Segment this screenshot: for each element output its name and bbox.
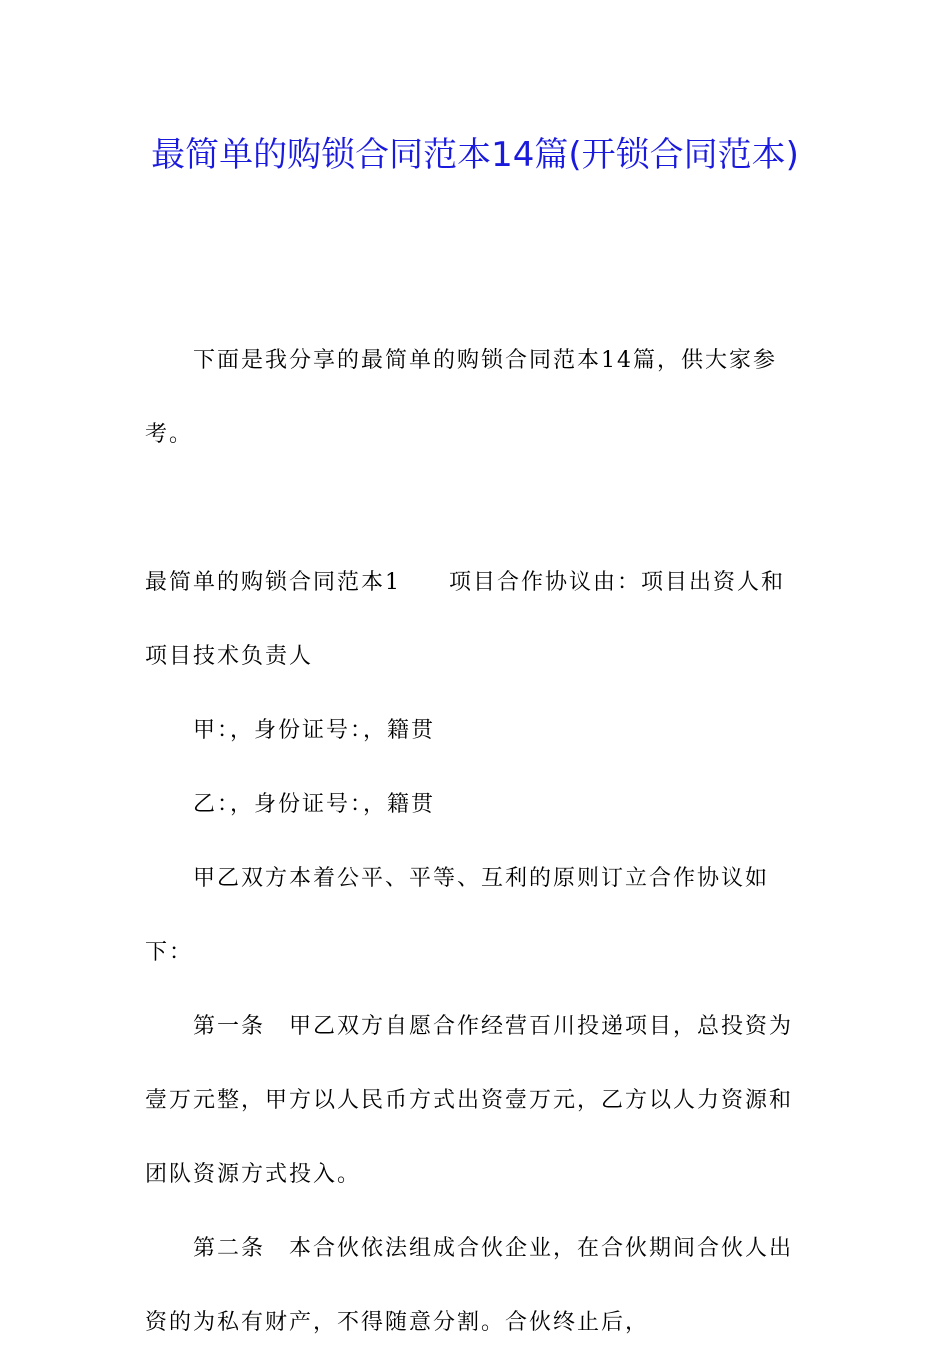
contract-heading-paragraph: 最简单的购锁合同范本1 项目合作协议由：项目出资人和项目技术负责人 xyxy=(145,570,785,669)
paragraph-spacer xyxy=(145,472,807,546)
agreement-intro-paragraph: 甲乙双方本着公平、平等、互利的原则订立合作协议如下： xyxy=(145,866,770,965)
article-one-paragraph: 第一条 甲乙双方自愿合作经营百川投递项目，总投资为壹万元整，甲方以人民币方式出资壹万元，乙方以人力资源和团队资源方式投入。 xyxy=(145,1014,794,1187)
document-body xyxy=(145,324,807,1360)
party-b-paragraph: 乙：，身份证号：，籍贯 xyxy=(193,792,436,817)
party-a-paragraph: 甲：，身份证号：，籍贯 xyxy=(193,718,436,743)
article-two-paragraph: 第二条 本合伙依法组成合伙企业，在合伙期间合伙人出资的为私有财产，不得随意分割。合伙终止后， xyxy=(145,1236,794,1335)
document-title: 最简单的购锁合同范本14篇(开锁合同范本) xyxy=(151,135,799,175)
intro-paragraph: 下面是我分享的最简单的购锁合同范本14篇，供大家参考。 xyxy=(145,348,777,447)
